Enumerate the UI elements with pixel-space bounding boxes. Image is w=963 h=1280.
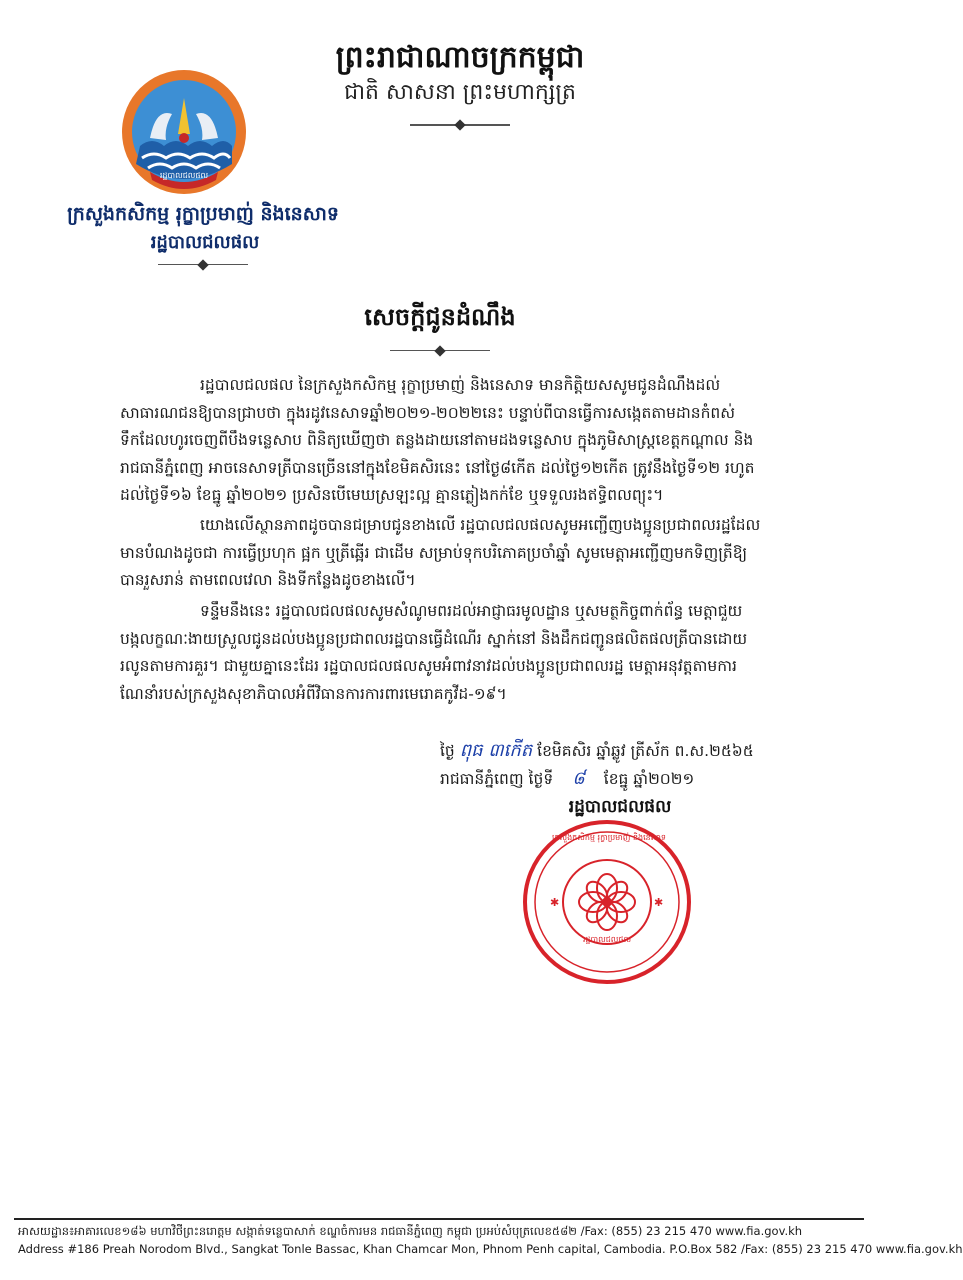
national-motto: ជាតិ សាសនា ព្រះមហាក្សត្រ bbox=[344, 80, 576, 105]
lunar-date-handwritten: ពុធ ៣កើត bbox=[459, 740, 533, 761]
footer-address-khmer: អាសយដ្ឋាន៖អាគារលេខ១៨៦ មហាវិថីព្រះនរោត្តម សង្កាត់ទន្លេបាសាក់ ខណ្ឌចំការមន រាជធានីភ្នំពេញ កម្ពុជា ប្រអប់សំបុត្រលេខ៥៨២ /Fax: (855) 23 215 470 www.fia.gov.kh bbox=[18, 1224, 803, 1238]
paragraph-line: រដ្ឋបាលជលផល នៃក្រសួងកសិកម្ម រុក្ខាប្រមាញ់ និងនេសាទ មានកិត្តិយសសូមជូនដំណឹងដល់ bbox=[200, 376, 721, 394]
solar-date-suffix: ខែធ្នូ ឆ្នាំ២០២១ bbox=[603, 770, 695, 788]
official-seal bbox=[522, 818, 692, 986]
ministry-name: ក្រសួងកសិកម្ម រុក្ខាប្រមាញ់ និងនេសាទ bbox=[67, 203, 339, 225]
solar-date-handwritten: ៨ bbox=[572, 768, 585, 789]
paragraph-line: យោងលើស្ថានភាពដូចបានជម្រាបជូនខាងលើ រដ្ឋបាលជលផលសូមអញ្ជើញបងប្អូនប្រជាពលរដ្ឋដែល bbox=[200, 516, 761, 534]
title-ornament bbox=[390, 350, 490, 351]
header-ornament bbox=[410, 124, 510, 126]
signing-office: រដ្ឋបាលជលផល bbox=[568, 797, 672, 817]
notice-title: សេចក្ដីជូនដំណឹង bbox=[364, 303, 516, 331]
solar-date-line bbox=[440, 766, 694, 793]
paragraph-1 bbox=[120, 372, 820, 510]
paragraph-line: ណែនាំរបស់ក្រសួងសុខាភិបាលអំពីវិធានការការពារមេរោគកូវីដ-១៩។ bbox=[120, 684, 507, 703]
paragraph-line: មានបំណងដូចជា ការធ្វើប្រហុក ផ្អក ឬត្រីឆ្អើរ ជាដើម សម្រាប់ទុកបរិភោគប្រចាំឆ្នាំ សូមមេត្តាអញ្ជើញមកទិញត្រីឱ្យ bbox=[120, 543, 748, 562]
ministry-logo bbox=[120, 68, 248, 196]
kingdom-heading: ព្រះរាជាណាចក្រកម្ពុជា bbox=[335, 40, 585, 75]
lunar-date-prefix: ថ្ងៃ bbox=[440, 742, 455, 760]
seal-ring-text: ក្រសួងកសិកម្ម រុក្ខាប្រមាញ់ និងនេសាទ bbox=[552, 833, 666, 842]
ministry-ornament bbox=[158, 264, 248, 265]
paragraph-line: ទន្ទឹមនឹងនេះ រដ្ឋបាលជលផលសូមសំណូមពរដល់អាជ្ញាធរមូលដ្ឋាន ឬសមត្ថកិច្ចពាក់ព័ន្ធ មេត្តាជួយ bbox=[200, 602, 743, 620]
svg-text:✱: ✱ bbox=[550, 896, 560, 909]
footer-rule bbox=[14, 1218, 864, 1220]
paragraph-line: សាធារណជនឱ្យបានជ្រាបថា ក្នុងរដូវនេសាទឆ្នាំ២០២១-២០២២នេះ បន្ទាប់ពីបានធ្វើការសង្កេតតាមដានកំពស់ bbox=[120, 403, 736, 422]
lunar-date-line bbox=[440, 738, 754, 765]
paragraph-line: ទឹកដែលហូរចេញពីបឹងទន្លេសាប ពិនិត្យឃើញថា តន្លងដាយនៅតាមដងទន្លេសាប ក្នុងភូមិសាស្ត្រខេត្តកណ្ដាល និង bbox=[120, 431, 754, 449]
logo-caption: រដ្ឋបាលជលផល bbox=[159, 171, 209, 180]
paragraph-3 bbox=[120, 598, 820, 708]
paragraph-line: បង្កលក្ខណៈងាយស្រួលជូនដល់បងប្អូនប្រជាពលរដ្ឋបានធ្វើដំណើរ ស្នាក់នៅ និងដឹកជញ្ជូនផលិតផលត្រីបានដោយ bbox=[120, 629, 748, 648]
paragraph-2 bbox=[120, 512, 820, 595]
paragraph-line: រលូនតាមការគួរ។ ជាមួយគ្នានេះដែរ រដ្ឋបាលជលផលសូមអំពាវនាវដល់បងប្អូនប្រជាពលរដ្ឋ មេត្តាអនុវត្តតាមការ bbox=[120, 657, 737, 675]
lunar-date-suffix: ខែមិគសិរ ឆ្នាំឆ្លូវ ត្រីស័ក ព.ស.២៥៦៥ bbox=[537, 742, 754, 760]
solar-date-prefix: រាជធានីភ្នំពេញ ថ្ងៃទី bbox=[440, 770, 554, 788]
seal-inner-text: រដ្ឋបាលជលផល bbox=[582, 935, 632, 944]
paragraph-line: បានរួសរាន់ តាមពេលវេលា និងទីកន្លែងដូចខាងលើ។ bbox=[120, 571, 416, 589]
paragraph-line: រាជធានីភ្នំពេញ អាចនេសាទត្រីបានច្រើននៅក្នុងខែមិគសិរនេះ នៅថ្ងៃ៨កើត ដល់ថ្ងៃ១២កើត ត្រូវនឹងថ្ងៃទី១២ រហូត bbox=[120, 458, 755, 477]
administration-name: រដ្ឋបាលជលផល bbox=[150, 232, 260, 253]
svg-text:✱: ✱ bbox=[654, 896, 664, 909]
paragraph-line: ដល់ថ្ងៃទី១៦ ខែធ្នូ ឆ្នាំ២០២១ ប្រសិនបើមេឃស្រឡះល្អ គ្មានភ្លៀងកក់ខែ ឬទទួលរងឥទ្ធិពលព្យុះ។ bbox=[120, 486, 664, 504]
footer-address-english: Address #186 Preah Norodom Blvd., Sangkat Tonle Bassac, Khan Chamcar Mon, Phnom Penh capital, Cambodia. P.O.Box 582 /Fax: (855) 23 215 470 www.fia.gov.kh bbox=[18, 1242, 963, 1256]
